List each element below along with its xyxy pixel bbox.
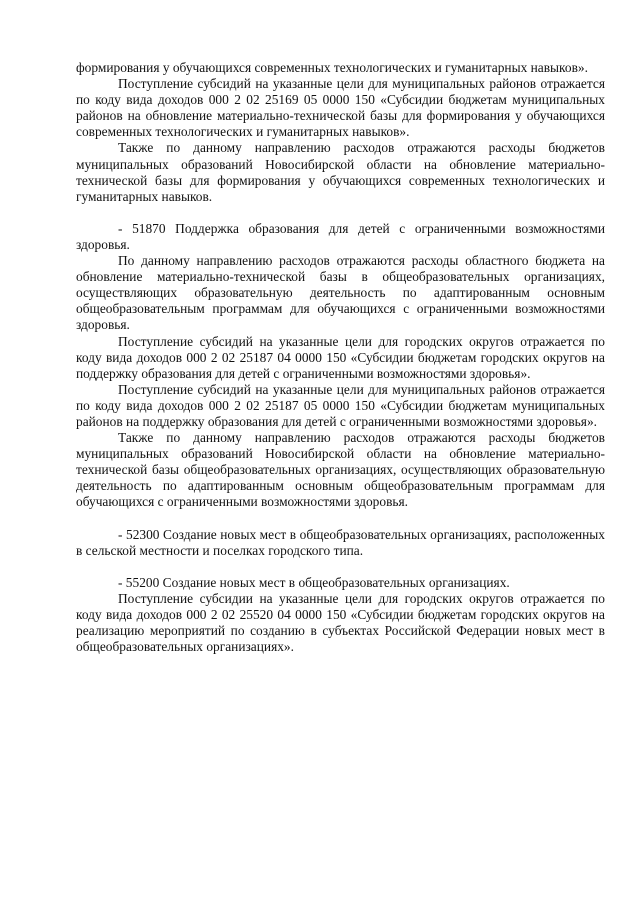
spacer [76, 205, 605, 221]
paragraph-subsidy-urban-25520: Поступление субсидии на указанные цели для городских округов отражается по коду вида доходов 000 2 02 25520 04 0000 150 «Субсидии бюджетам городских округов на реализацию мероприятий по созданию в субъектах Российской Федерации новых мест в общеобразовательных организациях». [76, 590, 605, 655]
paragraph-continuation: формирования у обучающихся современных технологических и гуманитарных навыков». [76, 60, 588, 75]
paragraph-regional-expenses-51870: По данному направлению расходов отражаются расходы областного бюджета на обновление материально-технической базы в общеобразовательных организациях, осуществляющих образовательную деятельность по адаптированным основным общеобразовательным программам для обучающихся с ограниченными возможностями здоровья. [76, 253, 605, 333]
heading-52300: - 52300 Создание новых мест в общеобразовательных организациях, расположенных в сельской местности и поселках городского типа. [76, 526, 605, 558]
paragraph-subsidy-municipal-25187: Поступление субсидий на указанные цели для муниципальных районов отражается по коду вида доходов 000 2 02 25187 05 0000 150 «Субсидии бюджетам муниципальных районов на поддержку образования для детей с ограниченными возможностями здоровья». [76, 381, 605, 429]
paragraph-municipal-expenses-51870: Также по данному направлению расходов отражаются расходы бюджетов муниципальных образований Новосибирской области на обновление материально-технической базы общеобразовательных организациях, осуществляющих образовательную деятельность по адаптированным основным общеобразовательным программам для обучающихся с ограниченными возможностями здоровья. [76, 430, 605, 510]
paragraph-municipal-expenses-tech: Также по данному направлению расходов отражаются расходы бюджетов муниципальных образований Новосибирской области на обновление материально-технической базы для формирования у обучающихся современных технологических и гуманитарных навыков. [76, 140, 605, 204]
heading-55200: - 55200 Создание новых мест в общеобразовательных организациях. [118, 574, 510, 590]
paragraph-subsidy-urban-25187: Поступление субсидий на указанные цели для городских округов отражается по коду вида доходов 000 2 02 25187 04 0000 150 «Субсидии бюджетам городских округов на поддержку образования для детей с ограниченными возможностями здоровья». [76, 333, 605, 381]
spacer [76, 559, 605, 575]
paragraph-subsidy-municipal-25169: Поступление субсидий на указанные цели для муниципальных районов отражается по коду вида доходов 000 2 02 25169 05 0000 150 «Субсидии бюджетам муниципальных районов на обновление материально-технической базы для формирования у обучающихся современных технологических и гуманитарных навыков». [76, 76, 605, 140]
heading-51870: - 51870 Поддержка образования для детей с ограниченными возможностями здоровья. [76, 220, 605, 252]
spacer [76, 511, 605, 527]
document-body [76, 60, 605, 655]
